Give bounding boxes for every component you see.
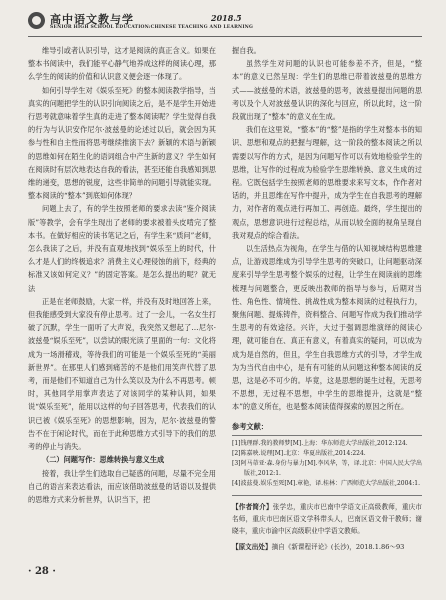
page-number: · 28 · [28, 566, 56, 577]
references-list [232, 439, 422, 489]
reference-item: [1]钱理群.我的教师梦[M].上海：华东师范大学出版社,2012:124. [232, 439, 408, 447]
author-divider [232, 495, 422, 496]
issue-date: 2018.5 [211, 13, 242, 23]
journal-header [28, 10, 420, 36]
source-text: 摘自《新课程评论》(长沙)，2018.1.86～93 [271, 542, 405, 551]
references-title: 参考文献： [232, 421, 268, 431]
paragraph: 问题上去了，有的学生按照老师的要求去读“鉴介阅读版”等教学，会有学生现出了老师的要求被着头皮啃完了整本书。在做好相应的读书笔记之后，有学生来“质问”老师，怎么我读了之后，并没有直观地找到“娱乐至上的时代，什么才是人们的终极追求？消费主义心理侵蚀的前下，经典的标准又该如何定义？”的固定答案。是怎么提出的呢？就无法 [28, 204, 216, 293]
author-text: 张学忠，重庆市巴南中学语文正高级教师，重庆市名师，重庆市巴南区语文学科带头人，巴南区语文骨干教师；谢晓丰，重庆市渝中区高级职业中学语文教师。 [232, 502, 423, 535]
paragraph: 维导引或者认识引导，这才是阅读的真正含义。如果在整本书阅读中，我们能平心静气地养成这样的阅读心理，那么学生的阅读的价值和认识意义便会逐一体现了。 [28, 46, 216, 82]
paragraph: 接着，我让学生们选取自己疑惑的问题，尽量不完全用自己的语言来表达看法，而应该借助波兹曼的话语以及提供的思维方式来分析世界，认识当下，把 [28, 468, 216, 504]
paragraph: 握自我。 [232, 46, 261, 55]
author-info [232, 501, 422, 537]
paragraph: 以生活热点为视角，在学生与借的认知视域结构思维建点，让游戏思维成为引导学生思考的突破口，让问题驱动深度来引导学生思考整个娱乐的过程，让学生在阅读前的思维梳理与问题整合，更反映出教师的指导与参与，后期对当性、角色性、情境性、挑战性成为整本阅读的过程执行力，聚焦问题、提炼铸件，资料整合、问题写作成为我们推动学生思考的有效途径。兴许，大过于强调思维演绎的阅读心理，就可能自在、真正有意义，有着真实的疑问，可以成为成为是自然的，但且，学生自我思维方式的引导，才学生成为为当代自由中心，是有有可能的从问题这种整本阅读的反思，这是必不可少的。毕竟，这是思想的诞生过程，无思考不思想，无过程不思想，中学生的思维提升，这就是“整本”的意义所在，也是整本阅读值得探索的原因之所在。 [232, 244, 422, 412]
paragraph: 正是在老师鼓励，大家一样，并没有及时地回答上来，但我能感受到大家没有停止思考。过了一会儿，一名女生打破了沉默，学生一面听了大声说，我突然又想起了…尼尔·波兹曼“娱乐至死”，以尝试的眼光读了里面的一句：文化将成为一场滑稽戏，等待我们的可能是一个娱乐至死的“美丽新世界”。在那里人们感到痛苦的不是他们用笑声代替了思考，而是他们不知道自己为什么笑以及为什么不再思考。顿时，其他同学用掌声表达了对该同学的某种认同，如果说“娱乐至死”，能用以这样的句子回答思考，代表我们的认识已被《娱乐至死》的思想影响，因为，尼尔·波兹曼的警告不在于闲论时代，而在于此种思维方式引导下的我们的思考的停止与消失。 [28, 296, 216, 452]
journal-subtitle: SENIOR HIGH SCHOOL EDUCATION:CHINESE TEACHING AND LEARNING [50, 25, 253, 30]
left-column [28, 44, 216, 506]
paragraph: 我们在这里说，“整本”的“整”是指的学生对整本书的知识、思想和观点的把握与理解，这一阶段的整本阅读之所以需要以写作的方式，是因为问题写作可以有效地检验学生的思维，让写作的过程成为检验学生思维转换、意义生成的过程。它既包括学生按照老师的思维要求来写文本，作作者对话的，并且思维在写作中提升，成为学生在自我思考的理解力，对作者的观点进行再加工、再创造。最终，学生提出的观点，思想意识进行过程总结，从而以较全面的视角呈现自我对观点的综合看法。 [232, 125, 422, 240]
paragraph: 如何引导学生对《娱乐至死》的整本阅读教学指导，当真实的问题把学生的认识引向阅读之后，是不是学生开始进行思考就意味着学生真的走进了整本阅读呢？学生觉得自我的行为与认识安作尼尔·波兹曼的论述过以后，就会因为其参与性和自主性而将思考继续推演下去？新颖的术语与新颖的思维如何在陌生化的语词组合中产生新的意义？学生如何在阅读时有层次地表达自我的看法，甚至还能自我感知到思维的递变，思想的锐度，这些非简单的问题引导就能实现。整本阅读的“整本”到底如何体现？ [28, 85, 216, 201]
paragraph: 虽然学生对问题的认识也可能参差不齐，但是，“整本”的意义已然呈现：学生们的思维已带着波兹曼的思维方式——波兹曼的术语，波兹曼的思考，波兹曼提出问题的思考以及个人对波兹曼认识的深化与回应，所以此时，这一阶段就出现了“整本”的意义在生成。 [232, 59, 422, 122]
reference-item: [4]波兹曼.娱乐至死[M].章艳，译.桂林：广西师范大学出版社,2004:1. [232, 479, 420, 487]
header-rule [28, 36, 422, 37]
source-label: 【原文出处】 [232, 542, 272, 551]
reference-item: [3]阿马蒂亚·森.身份与暴力[M].李风华，等，译.北京：中国人民大学出版社,2012:1. [232, 459, 422, 477]
journal-title: 高中语文教与学 [50, 13, 134, 26]
source-info [232, 541, 422, 553]
author-label: 【作者简介】 [232, 502, 273, 511]
journal-logo-icon [28, 12, 45, 29]
references-divider [232, 435, 422, 436]
section-heading: （二）问题写作：思维转换与意义生成 [42, 455, 165, 465]
right-column [232, 44, 422, 553]
reference-item: [2]陈嘉映.说理[M].北京：华夏出版社,2014:224. [232, 449, 366, 457]
